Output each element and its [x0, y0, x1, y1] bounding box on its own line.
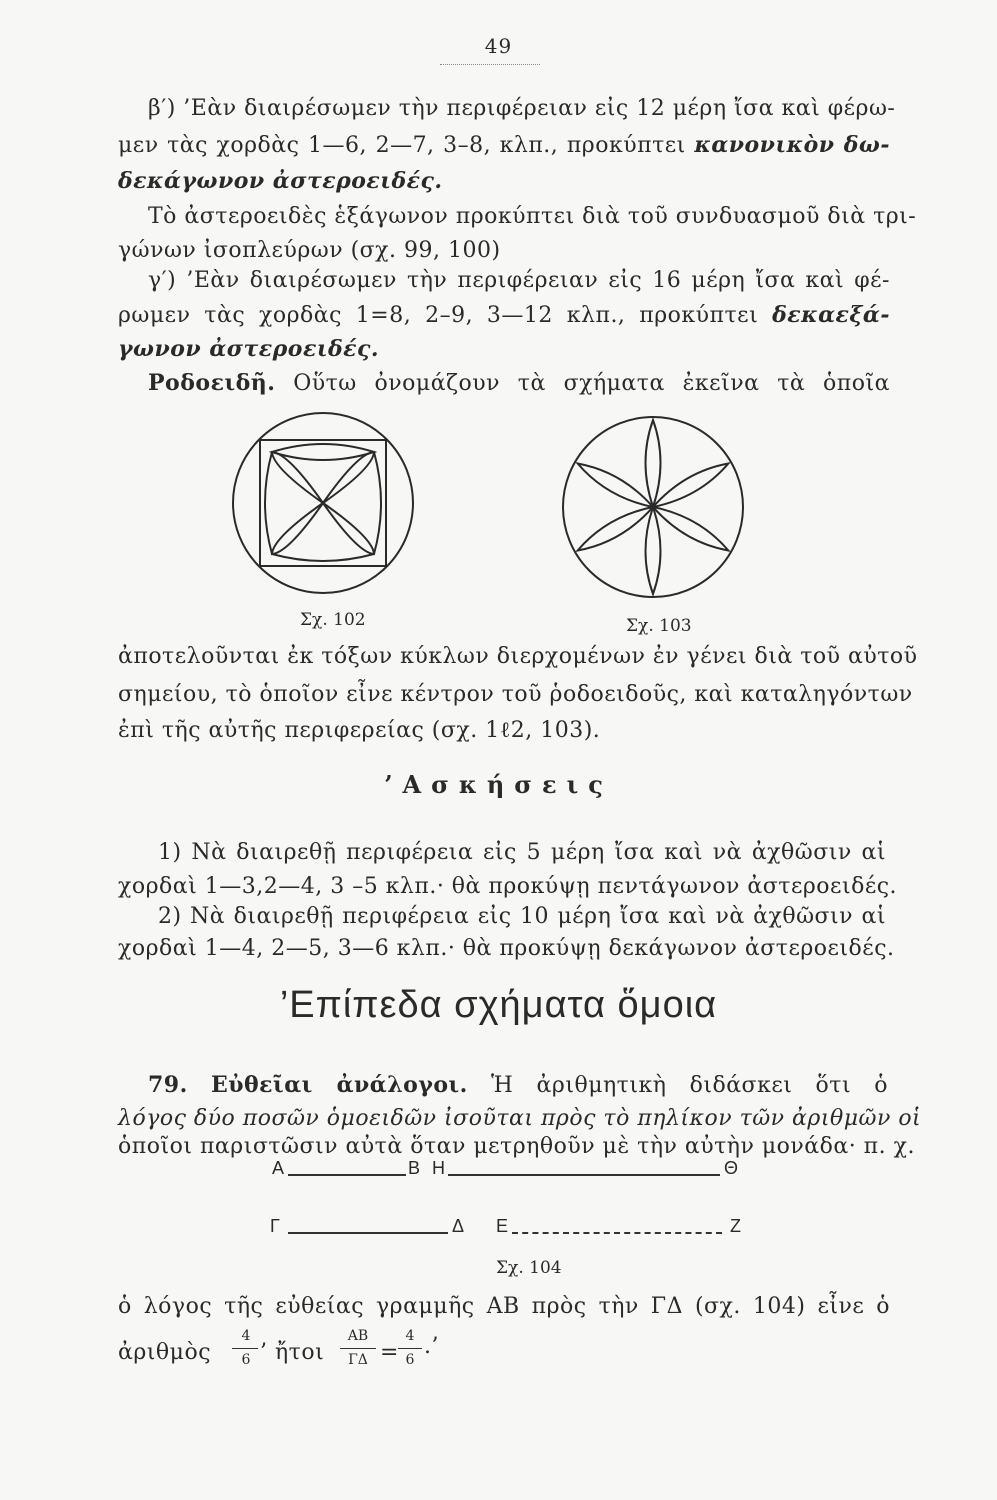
seg-label-Gamma: Γ [270, 1216, 280, 1236]
fig103-petal-6 [574, 457, 657, 513]
exercise-line-3: 2) Νὰ διαιρεθῇ περιφέρεια εἰς 10 μέρη ἴσα καὶ νὰ ἀχθῶσιν αἱ [158, 904, 886, 929]
seg-label-E: E [496, 1216, 509, 1236]
seg-HTheta [448, 1164, 720, 1176]
text-line-7: ρωμεν τὰς χορδὰς 1=8, 2–9, 3—12 κλπ., προκύπτει δεκαεξά- [118, 302, 890, 328]
sec79-line-2: λόγος δύο ποσῶν ὁμοειδῶν ἰσοῦται πρὸς τὸ πηλίκον τῶν ἀριθμῶν οἱ [118, 1106, 922, 1131]
fig102-petal-4 [272, 503, 323, 554]
fig102-petal-7 [272, 554, 374, 561]
frac1-bar [232, 1348, 258, 1349]
closing-line-1: ὁ λόγος τῆς εὐθείας γραμμῆς AB πρὸς τὴν ΓΔ (σχ. 104) εἶνε ὁ [118, 1294, 890, 1319]
frac1-num: 4 [241, 1328, 251, 1344]
frac2-num: AB [347, 1328, 369, 1344]
exercise-line-2: χορδαὶ 1—3,2—4, 3 –5 κλπ.· θὰ προκύψῃ πεντάγωνον ἀστεροειδές. [118, 874, 898, 899]
fig102-petal-3 [323, 503, 374, 554]
fig103-petal-5 [574, 501, 657, 557]
frac1-den: 6 [241, 1352, 251, 1368]
sec79-number: 79. [148, 1072, 188, 1098]
fig102-petal-6 [374, 452, 381, 554]
sec79-title: Εὐθεῖαι ἀνάλογοι. [210, 1072, 468, 1098]
text-line-9: Ροδοειδῆ. Οὕτω ὀνομάζουν τὰ σχήματα ἐκεῖνα τὰ ὁποῖα [148, 370, 890, 396]
text-line-5: γώνων ἰσοπλεύρων (σχ. 99, 100) [118, 238, 501, 263]
seg-GammaDelta [288, 1222, 448, 1234]
closing-eq: = [380, 1340, 399, 1365]
fig103-caption: Σχ. 103 [626, 616, 692, 636]
frac3-den: 6 [405, 1352, 415, 1368]
frac3-bar [398, 1348, 422, 1349]
closing-line-2: ἀριθμὸς [118, 1340, 212, 1365]
seg-label-Theta: Θ [724, 1158, 739, 1178]
fig103-petal-4 [646, 507, 661, 594]
frac2-bar [340, 1348, 376, 1349]
text-line-8: γωνον ἀστεροειδές. [118, 336, 380, 362]
text-line-12: ἐπὶ τῆς αὐτῆς περιφερείας (σχ. 1ℓ2, 103). [118, 718, 601, 743]
text-line-1: β′) ’Εὰν διαιρέσωμεν τὴν περιφέρειαν εἰς 12 μέρη ἴσα καὶ φέρω- [148, 96, 896, 121]
seg-EZ [512, 1222, 722, 1234]
seg-label-Z: Z [730, 1216, 741, 1236]
text-line-10: ἀποτελοῦνται ἐκ τόξων κύκλων διερχομένων ἐν γένει διὰ τοῦ αὐτοῦ [118, 644, 918, 669]
sec79-line-3: ὁποῖοι παριστῶσιν αὐτὰ ὅταν μετρηθοῦν μὲ τὴν αὐτὴν μονάδα· π. χ. [118, 1134, 915, 1159]
figure-103 [558, 412, 748, 602]
text-line-11: σημείου, τὸ ὁποῖον εἶνε κέντρον τοῦ ῥοδοειδοῦς, καὶ καταληγόντων [118, 682, 913, 707]
frac2-den: ΓΔ [348, 1352, 368, 1368]
text-line-2: μεν τὰς χορδὰς 1—6, 2—7, 3–8, κλπ., προκύπτει κανονικὸν δω- [118, 132, 890, 158]
text-line-4: Τὸ ἀστεροειδὲς ἑξάγωνον προκύπτει διὰ τοῦ συνδυασμοῦ διὰ τρι- [148, 204, 917, 229]
exercises-title: ’Ασκήσεις [384, 770, 613, 799]
fig104-caption: Σχ. 104 [496, 1258, 562, 1278]
seg-label-H: H [432, 1158, 445, 1178]
frac3-num: 4 [405, 1328, 415, 1344]
text-line-6: γ′) ’Εὰν διαιρέσωμεν τὴν περιφέρειαν εἰς 16 μέρη ἴσα καὶ φέ- [148, 268, 890, 293]
fig102-petal-top [272, 444, 374, 460]
exercise-line-4: χορδαὶ 1—4, 2—5, 3—6 κλπ.· θὰ προκύψῃ δεκάγωνον ἀστεροειδές. [118, 936, 895, 961]
fig103-petal-2 [649, 457, 732, 513]
seg-AB [288, 1164, 406, 1176]
fig103-rosette [574, 420, 732, 594]
sec79-line-1: 79. Εὐθεῖαι ἀνάλογοι. Ἡ ἀριθμητικὴ διδάσκει ὅτι ὁ [148, 1072, 888, 1098]
section-title: ’Επίπεδα σχήματα ὅμοια [279, 984, 718, 1026]
fig102-petal-5 [265, 452, 272, 554]
fig103-petal-3 [649, 501, 732, 557]
closing-mid: ’ ἤτοι [260, 1340, 325, 1365]
seg-label-A: A [272, 1158, 285, 1178]
figure-102 [228, 408, 418, 598]
fig103-petal-1 [646, 420, 661, 507]
exercise-line-1: 1) Νὰ διαιρεθῇ περιφέρεια εἰς 5 μέρη ἴσα καὶ νὰ ἀχθῶσιν αἱ [158, 840, 886, 865]
page-number: 49 [484, 34, 513, 58]
closing-tail: .’ [424, 1334, 439, 1359]
text-line-3: δεκάγωνον ἀστεροειδές. [118, 168, 443, 194]
fig102-caption: Σχ. 102 [300, 610, 366, 630]
seg-label-Delta: Δ [452, 1216, 465, 1236]
page-number-rule [440, 64, 540, 65]
seg-label-B: B [408, 1158, 421, 1178]
